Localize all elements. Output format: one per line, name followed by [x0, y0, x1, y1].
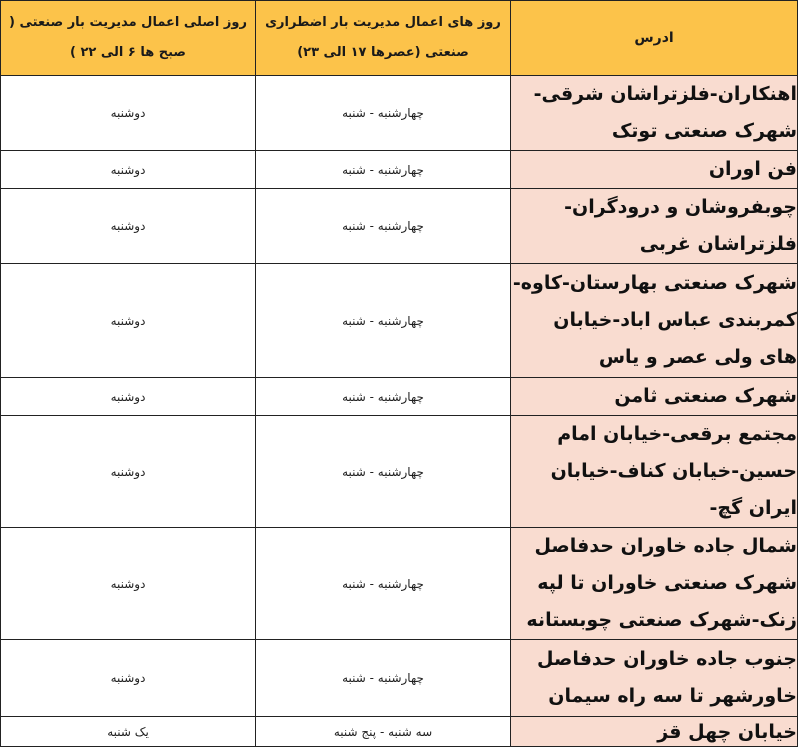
main-day-cell: دوشنبه: [1, 189, 256, 264]
main-day-cell: دوشنبه: [1, 76, 256, 151]
address-cell: مجتمع برقعی-خیابان امام حسین-خیابان کناف-خیابان ایران گچ-: [511, 416, 798, 528]
address-cell: فن اوران: [511, 151, 798, 189]
main-day-cell: یک شنبه: [1, 717, 256, 747]
table-row: [1, 416, 798, 528]
header-row: [1, 1, 798, 76]
address-cell: خیابان چهل قز: [511, 717, 798, 747]
emergency-days-cell: چهارشنبه - شنبه: [256, 378, 511, 416]
emergency-days-cell: چهارشنبه - شنبه: [256, 640, 511, 717]
table-row: [1, 378, 798, 416]
address-cell: شهرک صنعتی بهارستان-کاوه-کمربندی عباس اباد-خیابان های ولی عصر و یاس: [511, 264, 798, 378]
emergency-days-cell: چهارشنبه - شنبه: [256, 76, 511, 151]
main-day-cell: دوشنبه: [1, 640, 256, 717]
main-day-cell: دوشنبه: [1, 378, 256, 416]
table-row: [1, 717, 798, 747]
emergency-days-cell: چهارشنبه - شنبه: [256, 151, 511, 189]
emergency-days-column-header: روز های اعمال مدیریت بار اضطراری صنعتی (عصرها ۱۷ الی ۲۳): [256, 1, 511, 76]
table-row: [1, 76, 798, 151]
main-day-cell: دوشنبه: [1, 151, 256, 189]
main-days-column-header: روز اصلی اعمال مدیریت بار صنعتی ( صبح ها ۶ الی ۲۲ ): [1, 1, 256, 76]
emergency-days-cell: چهارشنبه - شنبه: [256, 189, 511, 264]
main-day-cell: دوشنبه: [1, 528, 256, 640]
table-row: [1, 264, 798, 378]
table-row: [1, 151, 798, 189]
emergency-days-cell: چهارشنبه - شنبه: [256, 264, 511, 378]
address-cell: شهرک صنعتی ثامن: [511, 378, 798, 416]
table-row: [1, 640, 798, 717]
emergency-days-cell: سه شنبه - پنج شنبه: [256, 717, 511, 747]
table-row: [1, 189, 798, 264]
main-day-cell: دوشنبه: [1, 264, 256, 378]
emergency-days-cell: چهارشنبه - شنبه: [256, 528, 511, 640]
address-cell: چوبفروشان و درودگران-فلزتراشان غربی: [511, 189, 798, 264]
address-cell: شمال جاده خاوران حدفاصل شهرک صنعتی خاوران تا لپه زنک-شهرک صنعتی چوبستانه: [511, 528, 798, 640]
address-column-header: ادرس: [511, 1, 798, 76]
main-day-cell: دوشنبه: [1, 416, 256, 528]
emergency-days-cell: چهارشنبه - شنبه: [256, 416, 511, 528]
table-row: [1, 528, 798, 640]
address-cell: اهنکاران-فلزتراشان شرقی-شهرک صنعتی توتک: [511, 76, 798, 151]
address-cell: جنوب جاده خاوران حدفاصل خاورشهر تا سه راه سیمان: [511, 640, 798, 717]
